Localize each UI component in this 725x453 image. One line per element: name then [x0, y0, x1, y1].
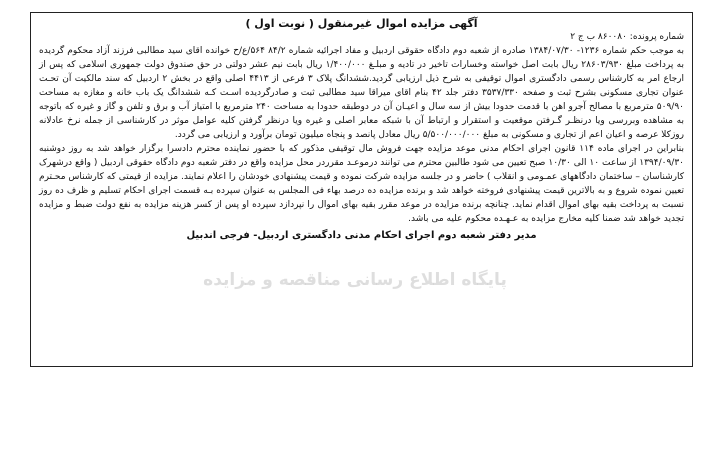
- watermark-logo: پایگاه اطلاع رسانی مناقصه و مزایده: [203, 270, 507, 290]
- notice-paragraph-1: به موجب حکم شماره ۱۲۳۶- ۱۳۸۴/۰۷/۳۰ صادره از شعبه دوم دادگاه حقوقی اردبیل و مفاد اجرائیه شماره ۸۴/۲ ۵۶۴/ع/ح خوانده اقای سید مطالبی فرزند آزاد محکوم گردیده به پرداخت مبلغ ۲۸۶۰۳/۹۳۰ ریال بابت اصل خواسته وخسارات تاخیر در تادیه و مبلـغ ۱/۴۰۰/۰۰۰ ریال بابت نیم عشر دولتی در حق صندوق دولت جمهوری اسلامی که پس از ارجاع امر به کارشناس رسمی دادگستری اموال توقیفی به شرح ذیل ارزیابی گردید.ششدانگ پلاک ۳ فرعی از ۴۴۱۳ اصلی واقع در بخش ۲ اردبیل که سند مالکیت آن تحـت عنوان تجاری مسکونی بشرح ثبت و صفحه ۳۵۳۷/۳۳۰ دفتر جلد ۴۲ بنام اقای میراقا سید مطالبی ثبت و صادرگردیده اسـت کـه ششدانگ یک باب خانه و مغازه به مساحت ۵۰۹/۹۰ مترمربع با مصالح آجرو اهن با قدمت حدودا بیش از سه سال و اعیـان آن در دوطبقه حدودا به مساحت ۲۴۰ مترمربع با امتیاز آب و برق و تلفن و گاز و غیره که باتوجه به مشاهده وبررسی ویا درنظـر گـرفتن موقعیت و استقرار و ارتباط آن با شبکه معابر اصلی و غیره ویا درنظر گرفتن کلیه عوامل موثر در کارشناسی از جمله نرخ عادلانه روزکلا عرصه و اعیان اعم از تجاری و مسکونی به مبلغ ۵/۵۰۰/۰۰۰/۰۰۰ ریال معادل پانصد و پنجاه میلیون تومان برآورد و ارزیابی می گردد.: [39, 46, 685, 140]
- notice-paragraph-2: بنابراین در اجرای ماده ۱۱۴ قانون اجرای احکام مدنی موعد مزایده جهت فروش مال توقیفی مذکور که با حضور نماینده محترم دادسرا برگزار خواهد شد به روز دوشنبه ۱۳۹۴/۰۹/۳۰ از ساعت ۱۰ الی ۱۰/۳۰ صبح تعیین می شود طالبین محترم می توانند درموعـد مقرردر محل مزایده واقع در دفتر شعبه دوم دادگاه حقوقی اردبیل ( واقع درشهرک کارشناسان – ساختمان دادگاههای عمـومی و انقلاب ) حاضر و در جلسه مزایده شرکت نموده و قیمت پیشنهادی خودشان را اعلام نمایند. مزایده از قیمتی که کارشناس محـترم تعیین نموده شروع و به بالاترین قیمت پیشنهادی فروخته خواهد شد و برنده مزایده ده درصد بهاء فی المجلس به عنوان سپرده بـه قسمت اجرای احکام تسلیم و ظرف ده روز نسبت به پرداخت بقیه بهای اموال اقدام نماید. چنانچه برنده مزایده در موعد مقرر بقیه بهای اموال را نپردازد سپرده او پس از کسر هزینه مزایده به نفع دولت ضبط و مزایده تجدید خواهد شد ضمنا کلیه مخارج مزایده به عـهـده محکوم علیه می باشد.: [39, 144, 685, 224]
- notice-signature: مدیر دفتر شعبه دوم اجرای احکام مدنی دادگستری اردبیل- فرجی اندبیل: [186, 230, 537, 241]
- file-number: شماره پرونده: ۸۶۰۰۸۰ ب ج ۲: [570, 32, 684, 42]
- auction-notice: [30, 12, 693, 367]
- notice-title: آگهی مزایده اموال غیرمنقول ( نوبت اول ): [245, 17, 478, 30]
